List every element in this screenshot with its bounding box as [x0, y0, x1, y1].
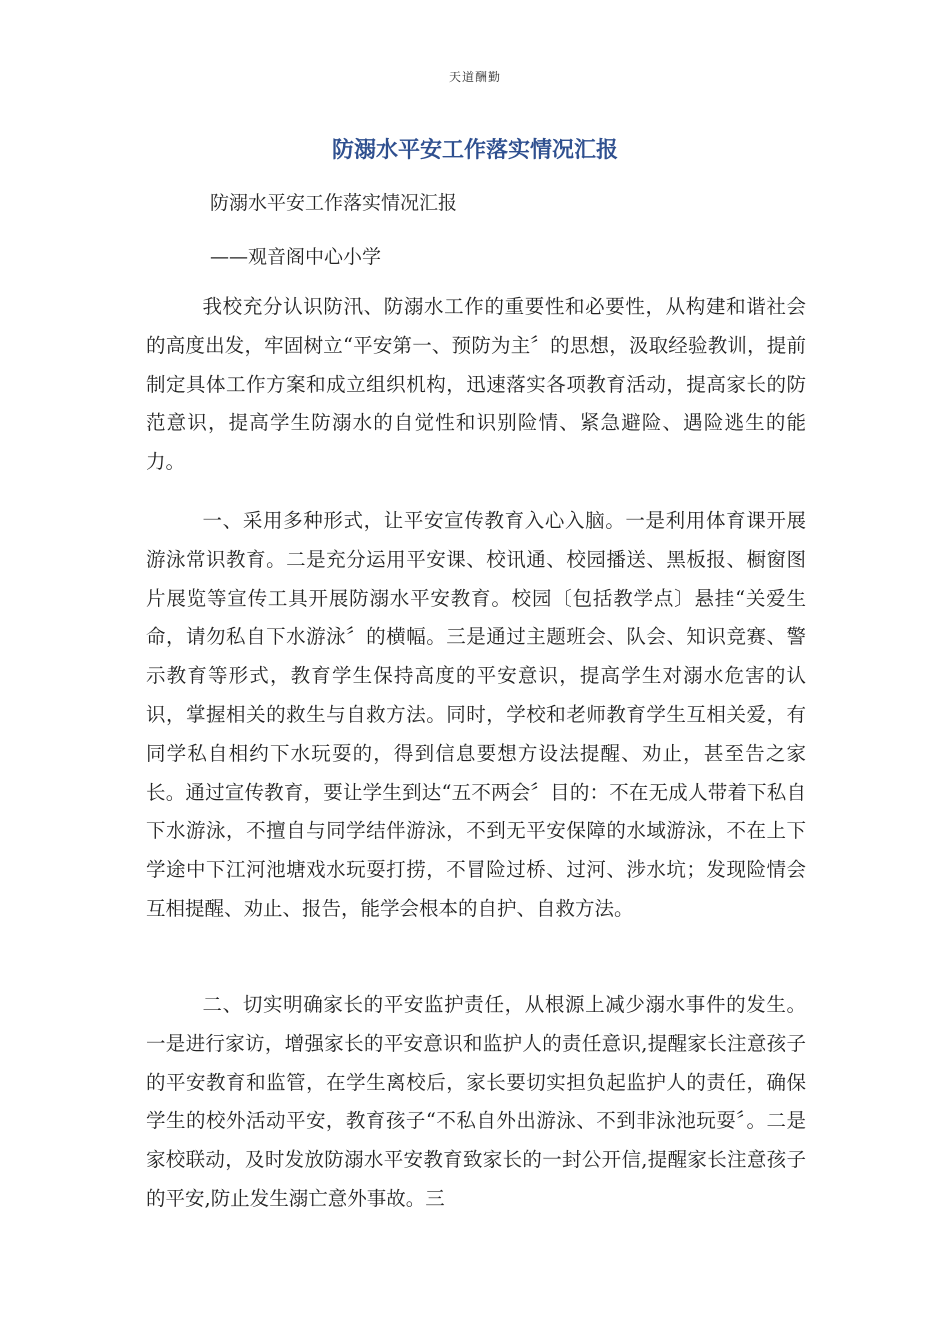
paragraph-section-one: 一、采用多种形式，让平安宣传教育入心入脑。一是利用体育课开展游泳常识教育。二是充分运用平安课、校讯通、校园播送、黑板报、橱窗图片展览等宣传工具开展防溺水平安教育。校园〔包括教学点〕悬挂“关爱生命，请勿私自下水游泳〞的横幅。三是通过主题班会、队会、知识竞赛、警示教育等形式，教育学生保持高度的平安意识，提高学生对溺水危害的认识，掌握相关的救生与自救方法。同时，学校和老师教育学生互相关爱，有同学私自相约下水玩耍的，得到信息要想方设法提醒、劝止，甚至告之家长。通过宣传教育，要让学生到达“五不两会〞目的：不在无成人带着下私自下水游泳，不擅自与同学结伴游泳，不到无平安保障的水域游泳，不在上下学途中下江河池塘戏水玩耍打捞，不冒险过桥、过河、涉水坑；发现险情会互相提醒、劝止、报告，能学会根本的自护、自救方法。	[146, 509, 806, 920]
school-name: ——观音阁中心小学	[210, 246, 382, 268]
header-watermark-text: 天道酬勤	[448, 70, 501, 84]
document-subtitle: 防溺水平安工作落实情况汇报	[210, 192, 458, 214]
paragraph-intro: 我校充分认识防汛、防溺水工作的重要性和必要性，从构建和谐社会的高度出发，牢固树立“平安第一、预防为主〞的思想，汲取经验教训，提前制定具体工作方案和成立组织机构，迅速落实各项教育活动，提高家长的防范意识，提高学生防溺水的自觉性和识别险情、紧急避险、遇险逃生的能力。	[146, 295, 806, 474]
paragraph-section-two: 二、切实明确家长的平安监护责任，从根源上减少溺水事件的发生。一是进行家访，增强家长的平安意识和监护人的责任意识,提醒家长注意孩子的平安教育和监管，在学生离校后，家长要切实担负起监护人的责任，确保学生的校外活动平安，教育孩子“不私自外出游泳、不到非泳池玩耍〞。二是家校联动，及时发放防溺水平安教育致家长的一封公开信,提醒家长注意孩子的平安,防止发生溺亡意外事故。三	[146, 993, 806, 1210]
document-title: 防溺水平安工作落实情况汇报	[331, 138, 618, 163]
